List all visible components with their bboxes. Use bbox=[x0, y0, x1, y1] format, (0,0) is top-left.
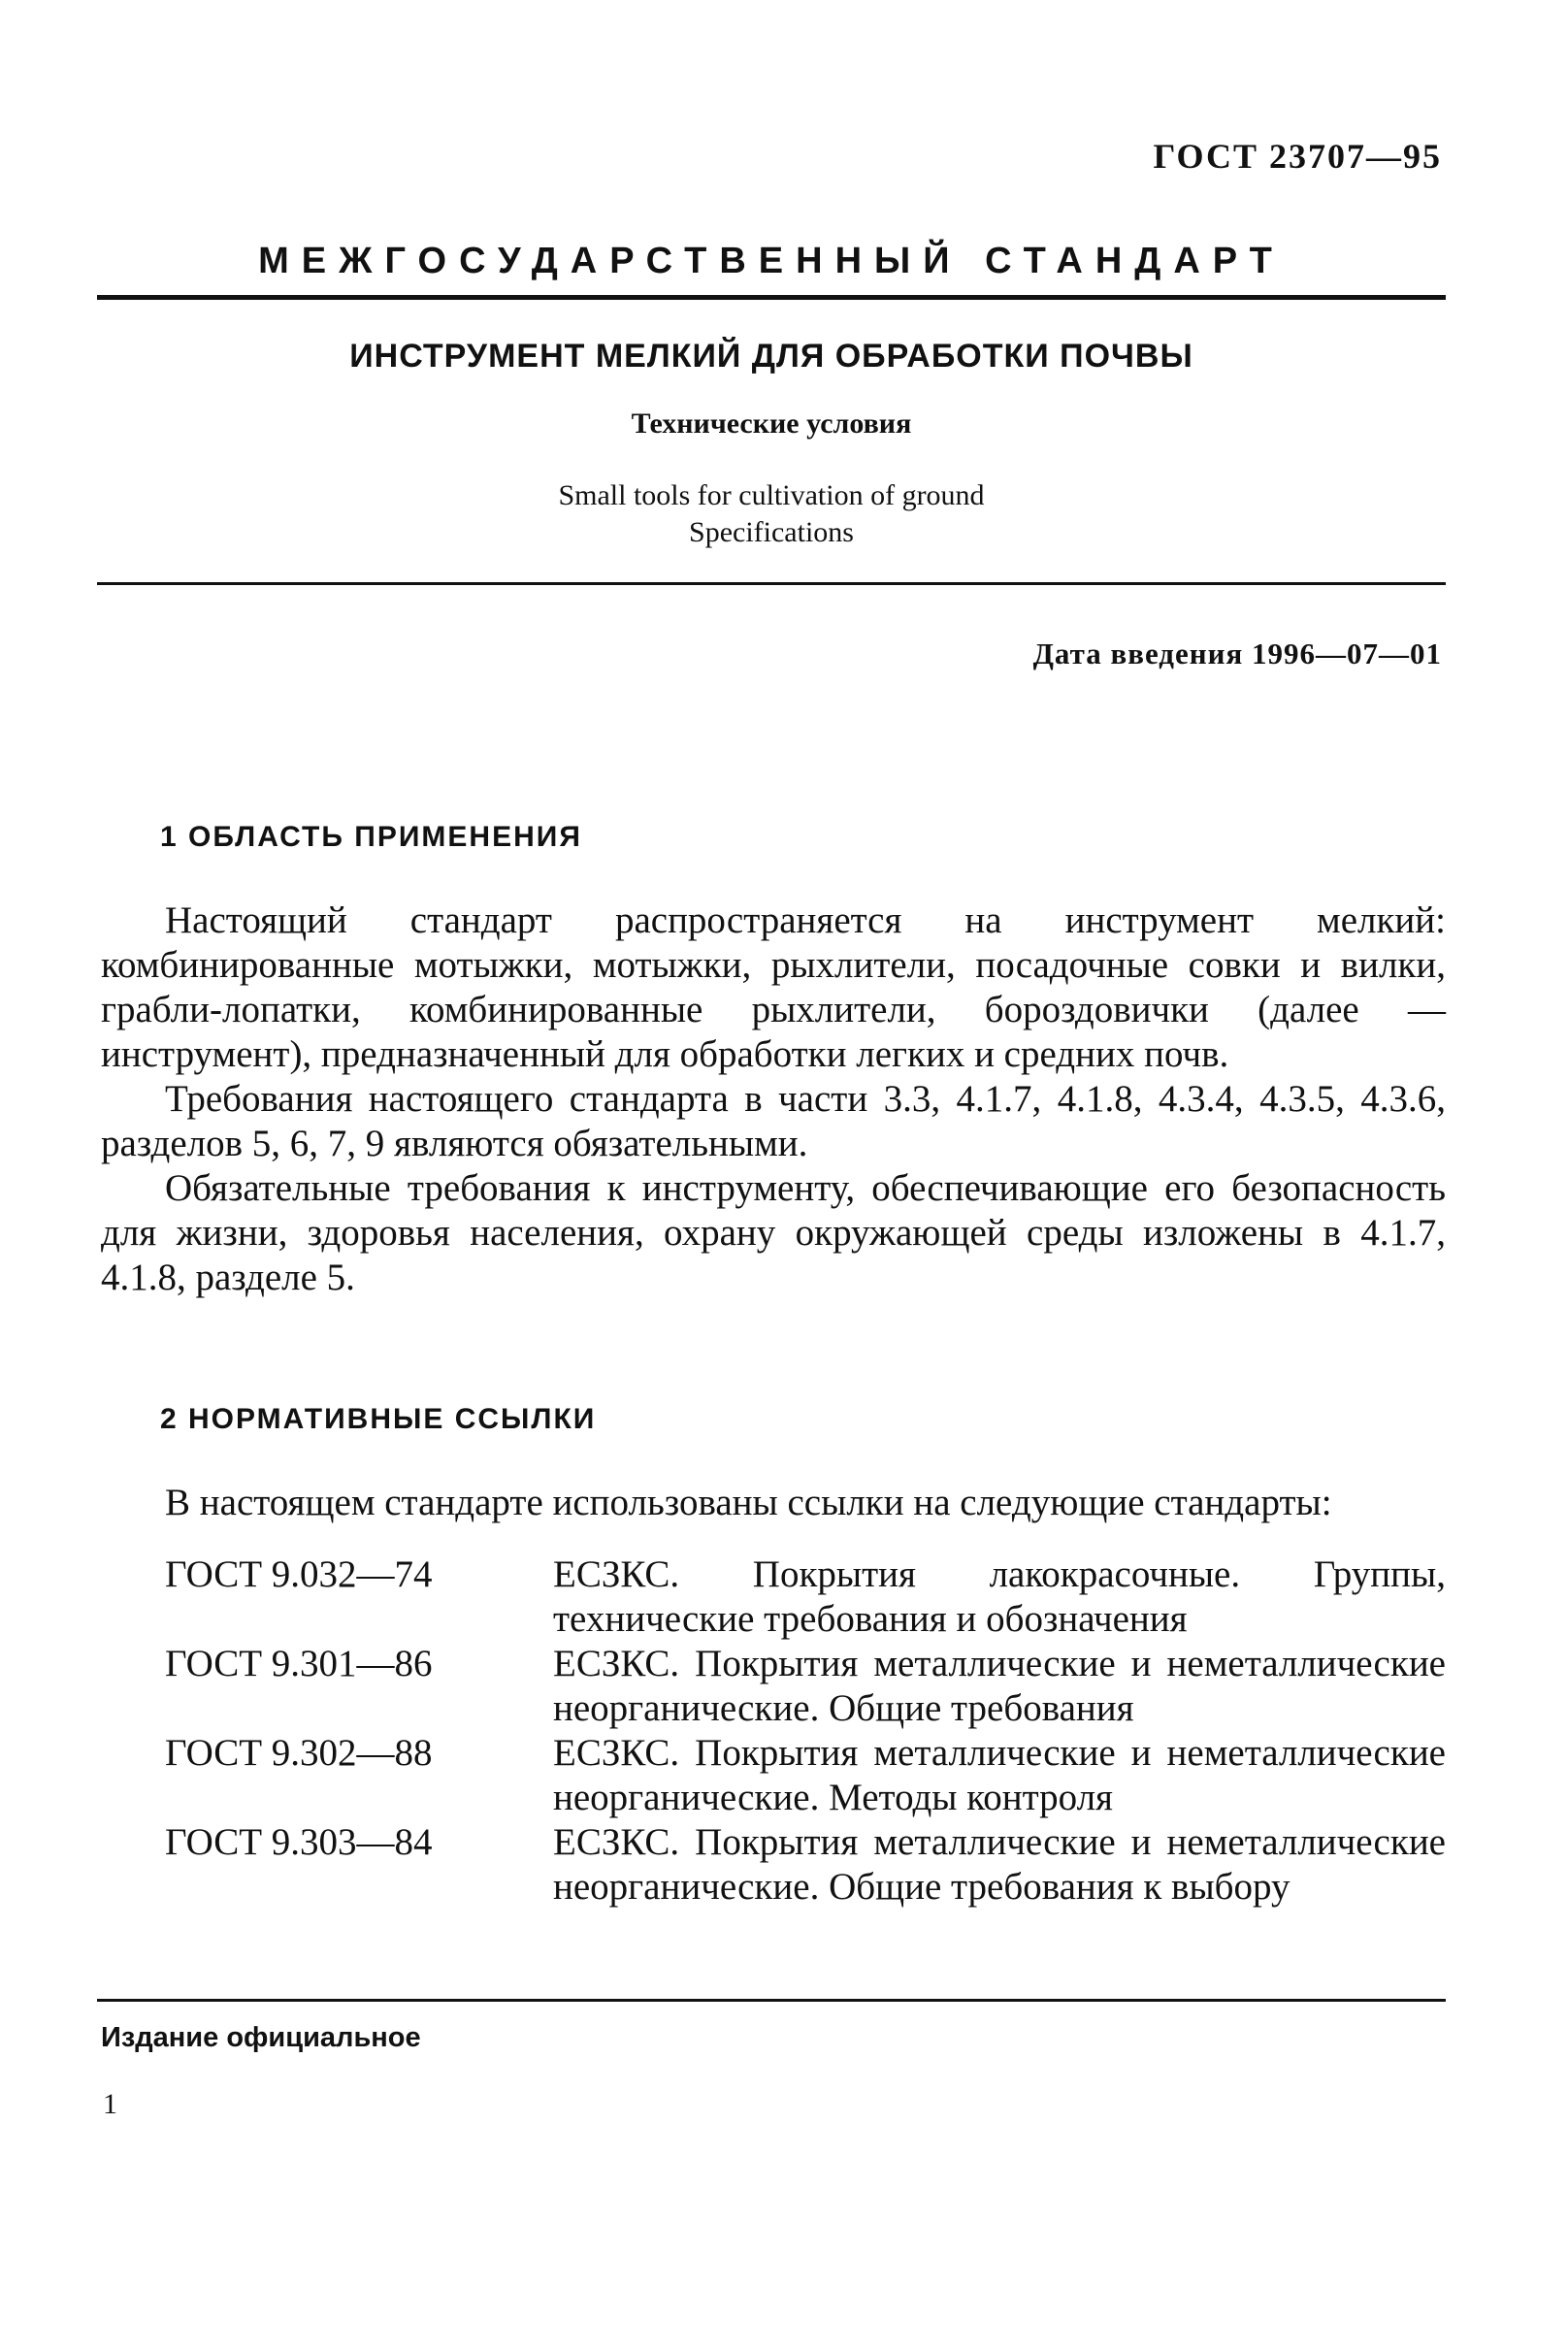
reference-code: ГОСТ 9.303—84 bbox=[165, 1821, 433, 1863]
english-title bbox=[97, 477, 1446, 551]
section-1-paragraph: Настоящий стандарт распространяется на инструмент мелкий: комбинированные мотыжки, мотыжки, рыхлители, посадочные совки и вилки, грабли-лопатки, комбинированные рыхлители, бороздовички (далее — инструмент), предназначенный для обработки легких и средних почв. bbox=[101, 899, 1446, 1075]
section-1-heading: 1 ОБЛАСТЬ ПРИМЕНЕНИЯ bbox=[160, 821, 582, 853]
section-1-paragraph: Обязательные требования к инструменту, обеспечивающие его безопасность для жизни, здоровья населения, охрану окружающей среды изложены в 4.1.7, 4.1.8, разделе 5. bbox=[101, 1167, 1446, 1298]
document-number: ГОСТ 23707—95 bbox=[1153, 137, 1442, 176]
section-2-intro-text: В настоящем стандарте использованы ссылки на следующие стандарты: bbox=[165, 1482, 1332, 1523]
reference-row bbox=[101, 1820, 1446, 1910]
reference-row bbox=[101, 1731, 1446, 1820]
reference-row bbox=[101, 1552, 1446, 1642]
section-1-paragraph: Требования настоящего стандарта в части 3.3, 4.1.7, 4.1.8, 4.3.4, 4.3.5, 4.3.6, разделов 5, 6, 7, 9 являются обязательными. bbox=[101, 1078, 1446, 1164]
english-title-line-2: Specifications bbox=[689, 516, 854, 548]
section-2-intro bbox=[101, 1481, 1446, 1525]
english-title-line-1: Small tools for cultivation of ground bbox=[558, 479, 985, 511]
reference-title: ЕСЗКС. Покрытия металлические и неметаллические неорганические. Общие требования bbox=[553, 1643, 1446, 1729]
references-table bbox=[101, 1552, 1446, 1910]
document-subtitle: Технические условия bbox=[631, 408, 912, 440]
title-rule bbox=[97, 582, 1446, 585]
reference-code: ГОСТ 9.302—88 bbox=[165, 1732, 433, 1774]
reference-row bbox=[101, 1642, 1446, 1731]
page-number: 1 bbox=[103, 2088, 117, 2120]
official-edition-label: Издание официальное bbox=[101, 2022, 421, 2053]
header-rule bbox=[97, 295, 1446, 300]
standard-type: МЕЖГОСУДАРСТВЕННЫЙ СТАНДАРТ bbox=[258, 241, 1285, 281]
document-title: ИНСТРУМЕНТ МЕЛКИЙ ДЛЯ ОБРАБОТКИ ПОЧВЫ bbox=[349, 338, 1193, 375]
section-2-heading: 2 НОРМАТИВНЫЕ ССЫЛКИ bbox=[160, 1403, 597, 1435]
reference-code: ГОСТ 9.032—74 bbox=[165, 1553, 433, 1595]
footer-rule bbox=[97, 1999, 1446, 2002]
introduction-date: Дата введения 1996—07—01 bbox=[1032, 637, 1442, 670]
reference-title: ЕСЗКС. Покрытия лакокрасочные. Группы, технические требования и обозначения bbox=[553, 1553, 1446, 1640]
section-1-body bbox=[101, 898, 1446, 1300]
reference-title: ЕСЗКС. Покрытия металлические и неметаллические неорганические. Методы контроля bbox=[553, 1732, 1446, 1818]
reference-title: ЕСЗКС. Покрытия металлические и неметаллические неорганические. Общие требования к выбору bbox=[553, 1821, 1446, 1908]
reference-code: ГОСТ 9.301—86 bbox=[165, 1643, 433, 1684]
